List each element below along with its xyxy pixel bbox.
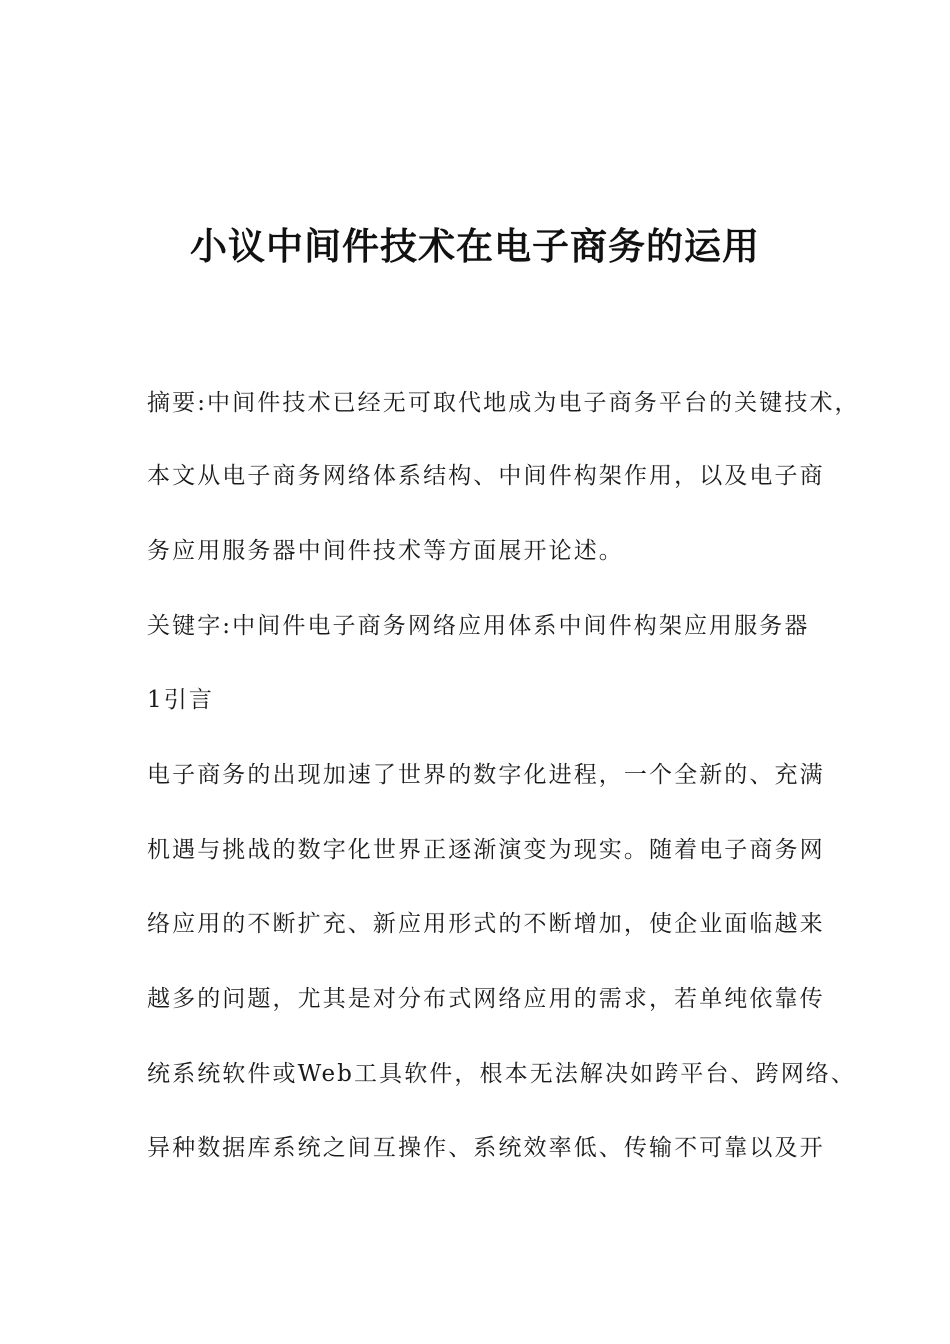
section-heading-intro: 1引言 bbox=[147, 687, 214, 713]
document-title: 小议中间件技术在电子商务的运用 bbox=[190, 225, 760, 268]
paragraph-line-2: 机遇与挑战的数字化世界正逐渐演变为现实。随着电子商务网 bbox=[147, 837, 825, 863]
abstract-line-1: 摘要:中间件技术已经无可取代地成为电子商务平台的关键技术， bbox=[147, 390, 860, 416]
paragraph-line-3: 络应用的不断扩充、新应用形式的不断增加，使企业面临越来 bbox=[147, 911, 825, 937]
paragraph-line-4: 越多的问题，尤其是对分布式网络应用的需求，若单纯依靠传 bbox=[147, 986, 825, 1012]
paragraph-line-6: 异种数据库系统之间互操作、系统效率低、传输不可靠以及开 bbox=[147, 1135, 825, 1161]
paragraph-line-5: 统系统软件或Web工具软件，根本无法解决如跨平台、跨网络、 bbox=[147, 1061, 856, 1087]
abstract-line-2: 本文从电子商务网络体系结构、中间件构架作用，以及电子商 bbox=[147, 463, 825, 489]
abstract-line-3: 务应用服务器中间件技术等方面展开论述。 bbox=[147, 538, 624, 564]
keywords-line: 关键字:中间件电子商务网络应用体系中间件构架应用服务器 bbox=[147, 613, 810, 639]
paragraph-line-1: 电子商务的出现加速了世界的数字化进程，一个全新的、充满 bbox=[147, 762, 825, 788]
